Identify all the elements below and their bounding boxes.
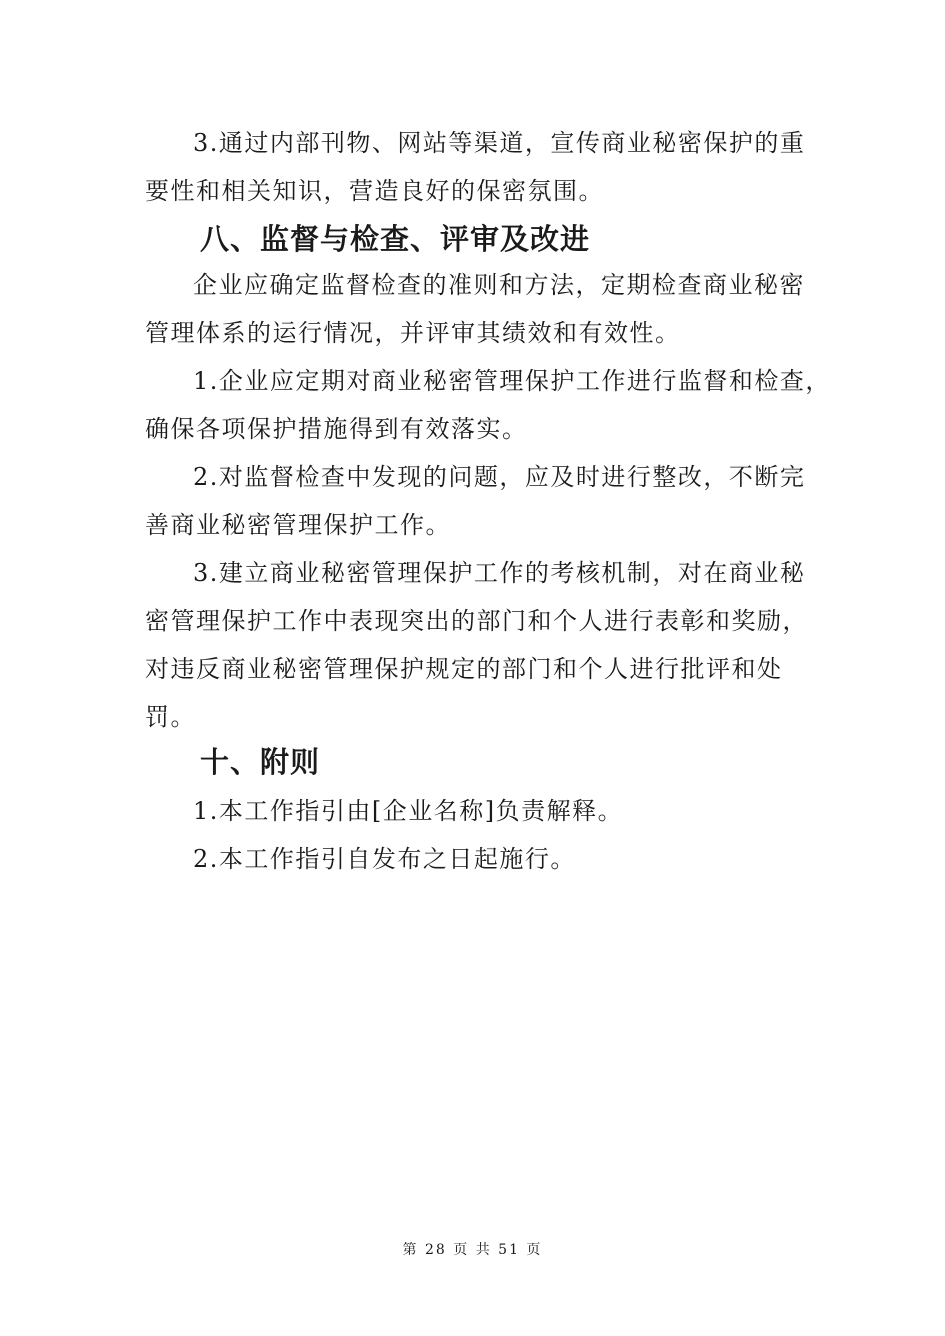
paragraph-line: 密管理保护工作中表现突出的部门和个人进行表彰和奖励， — [145, 607, 808, 635]
paragraph-line: 1.企业应定期对商业秘密管理保护工作进行监督和检查， — [193, 367, 831, 395]
section-heading-8: 八、监督与检查、评审及改进 — [200, 222, 591, 256]
paragraph-line: 企业应确定监督检查的准则和方法，定期检查商业秘密 — [193, 271, 805, 299]
paragraph-line: 3.建立商业秘密管理保护工作的考核机制，对在商业秘 — [193, 559, 806, 587]
paragraph-line: 善商业秘密管理保护工作。 — [145, 511, 451, 539]
paragraph-line: 2.本工作指引自发布之日起施行。 — [193, 845, 576, 873]
paragraph-line: 2.对监督检查中发现的问题，应及时进行整改，不断完 — [193, 463, 806, 491]
paragraph-line: 确保各项保护措施得到有效落实。 — [145, 415, 528, 443]
paragraph-line: 要性和相关知识，营造良好的保密氛围。 — [145, 177, 604, 205]
page-number-footer: 第 28 页 共 51 页 — [402, 1242, 543, 1258]
paragraph-line: 罚。 — [145, 703, 196, 731]
paragraph-line: 3.通过内部刊物、网站等渠道，宣传商业秘密保护的重 — [193, 129, 806, 157]
paragraph-line: 1.本工作指引由[企业名称]负责解释。 — [193, 797, 624, 825]
paragraph-line: 管理体系的运行情况，并评审其绩效和有效性。 — [145, 319, 681, 347]
section-heading-10: 十、附则 — [200, 745, 321, 779]
paragraph-line: 对违反商业秘密管理保护规定的部门和个人进行批评和处 — [145, 655, 783, 683]
